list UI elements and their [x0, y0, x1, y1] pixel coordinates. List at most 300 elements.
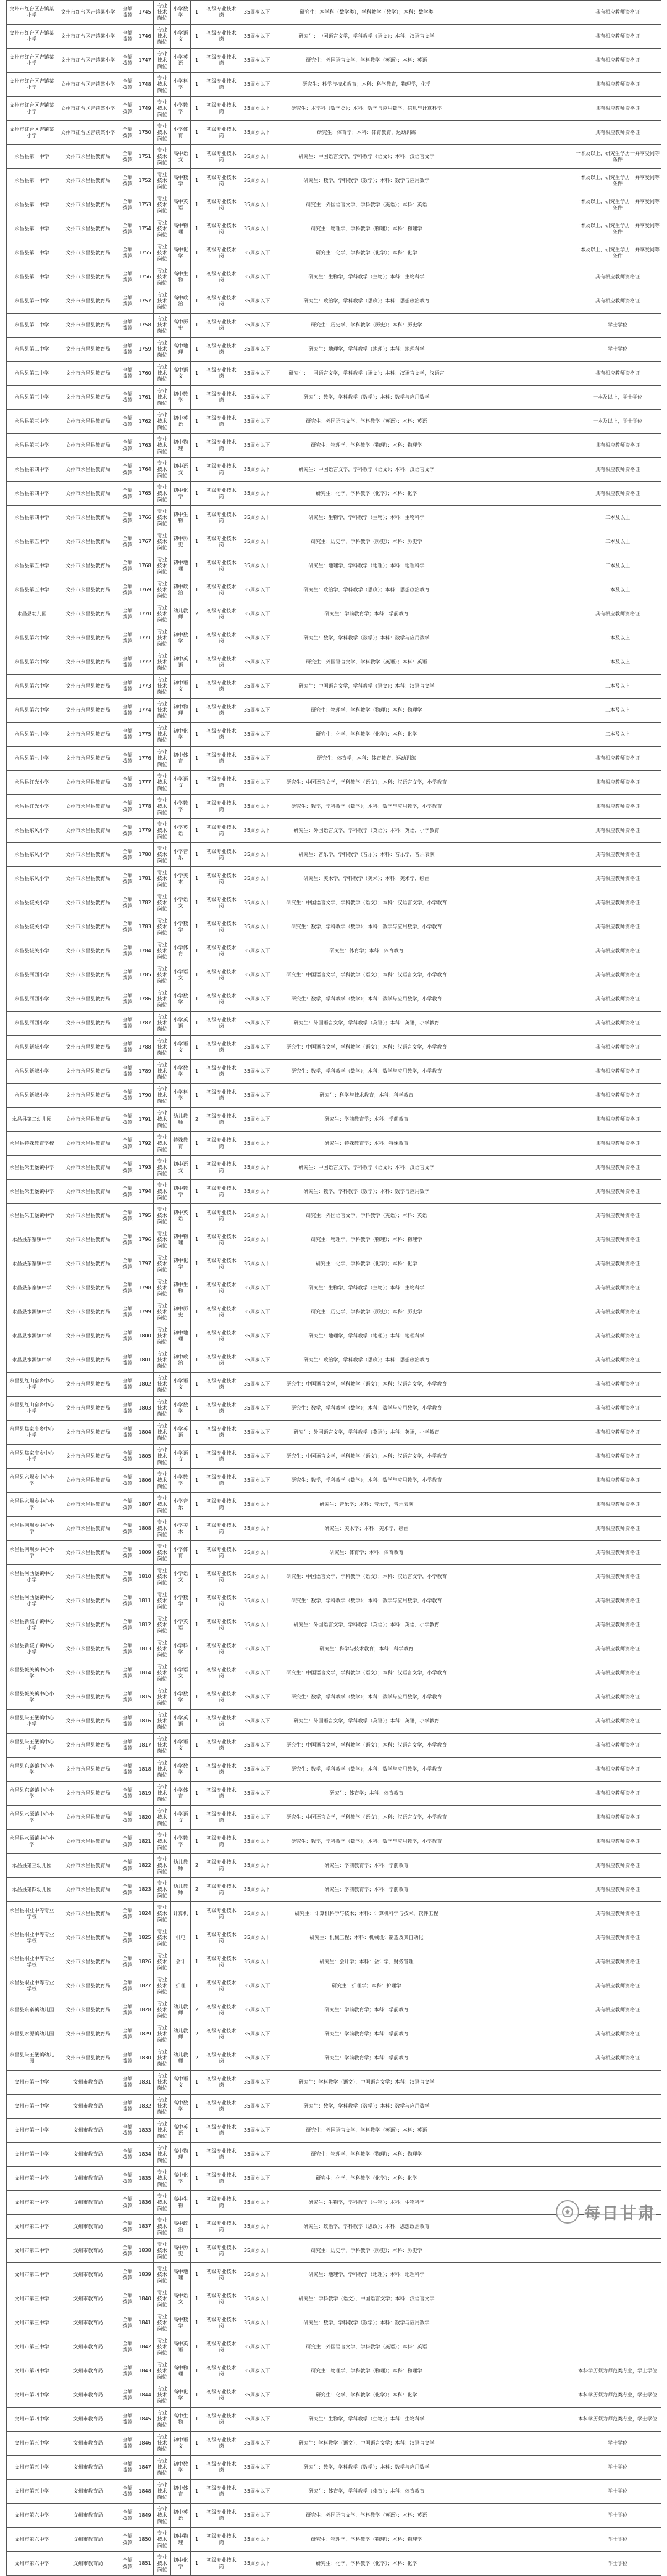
cell-unit-name: 永昌县东寨镇中学	[7, 1228, 57, 1252]
cell-position-code: 1803	[136, 1397, 154, 1421]
cell-other-requirement	[459, 1902, 574, 1926]
cell-funding-type: 全额拨款	[119, 1541, 136, 1565]
cell-other-requirement	[459, 314, 574, 338]
cell-headcount: 1	[191, 241, 203, 265]
cell-funding-type: 全额拨款	[119, 289, 136, 314]
cell-unit-name: 永昌县第一中学	[7, 265, 57, 289]
cell-unit-name: 永昌县东寨镇幼儿园	[7, 1998, 57, 2022]
cell-remark: 具有相应教师资格证	[574, 1758, 661, 1782]
cell-education-major: 研究生：政治学，学科教学（思政）；本科：思想政治教育	[274, 289, 459, 314]
cell-funding-type: 全额拨款	[119, 1397, 136, 1421]
cell-funding-type: 全额拨款	[119, 1373, 136, 1397]
cell-age-requirement: 35周岁以下	[240, 723, 274, 747]
cell-funding-type: 全额拨款	[119, 1974, 136, 1998]
cell-position-code: 1835	[136, 2167, 154, 2191]
cell-authority: 文州市永昌县教育局	[57, 482, 119, 506]
cell-remark: 具有相应教师资格证	[574, 843, 661, 867]
cell-age-requirement: 35周岁以下	[240, 289, 274, 314]
cell-funding-type: 全额拨款	[119, 867, 136, 891]
cell-position-name: 计算机	[171, 1902, 191, 1926]
cell-position-category: 专业技术岗位	[154, 1060, 171, 1084]
cell-headcount: 1	[191, 2528, 203, 2552]
cell-position-name: 初中数学	[171, 386, 191, 410]
cell-headcount: 1	[191, 1228, 203, 1252]
cell-unit-name: 永昌县新城子镇中心小学	[7, 1637, 57, 1661]
cell-position-level: 初级专业技术岗	[203, 1902, 240, 1926]
cell-position-level: 初级专业技术岗	[203, 1974, 240, 1998]
cell-unit-name: 文州市第一中学	[7, 2119, 57, 2143]
cell-other-requirement	[459, 265, 574, 289]
cell-authority: 文州市永昌县教育局	[57, 169, 119, 193]
cell-remark: 具有相应教师资格证	[574, 1228, 661, 1252]
cell-headcount: 1	[191, 2263, 203, 2287]
cell-remark: 具有相应教师资格证	[574, 1156, 661, 1180]
cell-position-code: 1748	[136, 73, 154, 97]
table-row	[7, 1782, 661, 1806]
table-row	[7, 2046, 661, 2071]
cell-position-name: 高中物理	[171, 217, 191, 241]
cell-education-major: 研究生：中国语言文学，学科教学（语文）；本科：汉语言文学	[274, 25, 459, 49]
cell-remark: 具有相应教师资格证	[574, 795, 661, 819]
cell-funding-type: 全额拨款	[119, 2215, 136, 2239]
cell-authority: 文州市永昌县教育局	[57, 2022, 119, 2046]
cell-position-category: 专业技术岗位	[154, 1180, 171, 1204]
cell-unit-name: 永昌县朱王堡镇中心小学	[7, 1710, 57, 1734]
cell-funding-type: 全额拨款	[119, 2456, 136, 2480]
cell-education-major: 研究生：化学，学科教学（化学）；本科：化学	[274, 723, 459, 747]
table-row	[7, 1252, 661, 1276]
cell-funding-type: 全额拨款	[119, 2335, 136, 2359]
cell-other-requirement	[459, 2311, 574, 2335]
cell-authority: 文州市永昌县教育局	[57, 915, 119, 939]
table-row	[7, 2480, 661, 2504]
cell-position-level: 初级专业技术岗	[203, 314, 240, 338]
cell-position-category: 专业技术岗位	[154, 1300, 171, 1324]
cell-position-name: 会计	[171, 1950, 191, 1974]
cell-authority: 文州市永昌县教育局	[57, 602, 119, 626]
cell-position-category: 专业技术岗位	[154, 2335, 171, 2359]
cell-position-level: 初级专业技术岗	[203, 410, 240, 434]
cell-position-code: 1771	[136, 626, 154, 650]
cell-position-name: 小学科学	[171, 1084, 191, 1108]
cell-authority: 文州市永昌县教育局	[57, 530, 119, 554]
cell-headcount: 1	[191, 1373, 203, 1397]
cell-authority: 文州市永昌县教育局	[57, 1469, 119, 1493]
cell-remark: 一本及以上，学士学位	[574, 386, 661, 410]
cell-position-name: 高中历史	[171, 2239, 191, 2263]
cell-remark: 具有相应教师资格证	[574, 49, 661, 73]
cell-other-requirement	[459, 1252, 574, 1276]
cell-age-requirement: 35周岁以下	[240, 2335, 274, 2359]
cell-position-code: 1834	[136, 2143, 154, 2167]
cell-other-requirement	[459, 1228, 574, 1252]
cell-education-major: 研究生：历史学，学科教学（历史）；本科：历史学	[274, 314, 459, 338]
cell-age-requirement: 35周岁以下	[240, 25, 274, 49]
cell-position-name: 初中生物	[171, 506, 191, 530]
cell-position-name: 小学音乐	[171, 843, 191, 867]
cell-unit-name: 文州市第三中学	[7, 2311, 57, 2335]
cell-funding-type: 全额拨款	[119, 1854, 136, 1878]
cell-headcount: 1	[191, 1830, 203, 1854]
cell-other-requirement	[459, 867, 574, 891]
cell-education-major: 研究生：化学，学科教学（化学）；本科：化学	[274, 241, 459, 265]
cell-position-category: 专业技术岗位	[154, 578, 171, 602]
cell-position-code: 1769	[136, 578, 154, 602]
cell-funding-type: 全额拨款	[119, 2191, 136, 2215]
cell-headcount: 2	[191, 1108, 203, 1132]
cell-position-category: 专业技术岗位	[154, 25, 171, 49]
cell-position-name: 初中数学	[171, 1180, 191, 1204]
cell-unit-name: 永昌县第二中学	[7, 362, 57, 386]
cell-position-name: 小学数学	[171, 1685, 191, 1710]
cell-age-requirement: 35周岁以下	[240, 434, 274, 458]
cell-age-requirement: 35周岁以下	[240, 2311, 274, 2335]
cell-position-category: 专业技术岗位	[154, 602, 171, 626]
cell-funding-type: 全额拨款	[119, 1108, 136, 1132]
cell-position-code: 1825	[136, 1926, 154, 1950]
cell-position-level: 初级专业技术岗	[203, 1373, 240, 1397]
cell-position-category: 专业技术岗位	[154, 2022, 171, 2046]
cell-position-level: 初级专业技术岗	[203, 1661, 240, 1685]
cell-position-category: 专业技术岗位	[154, 530, 171, 554]
cell-position-code: 1749	[136, 97, 154, 121]
cell-unit-name: 文州市第五中学	[7, 2456, 57, 2480]
cell-position-code: 1812	[136, 1613, 154, 1637]
cell-remark: 具有相应教师资格证	[574, 1830, 661, 1854]
cell-position-category: 专业技术岗位	[154, 1348, 171, 1373]
cell-age-requirement: 35周岁以下	[240, 49, 274, 73]
cell-headcount: 1	[191, 1180, 203, 1204]
cell-funding-type: 全额拨款	[119, 1782, 136, 1806]
cell-headcount: 2	[191, 602, 203, 626]
cell-remark: 具有相应教师资格证	[574, 1060, 661, 1084]
cell-position-code: 1810	[136, 1565, 154, 1589]
cell-position-category: 专业技术岗位	[154, 1565, 171, 1589]
cell-education-major: 研究生：物理学，学科教学（物理）；本科：物理学	[274, 2528, 459, 2552]
cell-other-requirement	[459, 891, 574, 915]
cell-position-code: 1807	[136, 1493, 154, 1517]
cell-education-major: 研究生：化学，学科教学（化学）；本科：化学	[274, 2167, 459, 2191]
cell-headcount: 1	[191, 25, 203, 49]
cell-unit-name: 永昌县东风小学	[7, 867, 57, 891]
cell-remark: 具有相应教师资格证	[574, 1132, 661, 1156]
cell-position-name: 小学数学	[171, 1397, 191, 1421]
cell-remark: 具有相应教师资格证	[574, 1108, 661, 1132]
cell-position-name: 高中化学	[171, 2167, 191, 2191]
cell-education-major: 研究生：生物学，学科教学（生物）；本科：生物科学	[274, 2408, 459, 2432]
cell-age-requirement: 35周岁以下	[240, 1950, 274, 1974]
cell-position-category: 专业技术岗位	[154, 1950, 171, 1974]
cell-age-requirement: 35周岁以下	[240, 2239, 274, 2263]
cell-position-level: 初级专业技术岗	[203, 1445, 240, 1469]
cell-position-category: 专业技术岗位	[154, 2191, 171, 2215]
cell-funding-type: 全额拨款	[119, 1926, 136, 1950]
cell-funding-type: 全额拨款	[119, 482, 136, 506]
cell-position-level: 初级专业技术岗	[203, 1926, 240, 1950]
cell-position-level: 初级专业技术岗	[203, 25, 240, 49]
cell-authority: 文州市永昌县教育局	[57, 241, 119, 265]
cell-position-level: 初级专业技术岗	[203, 2383, 240, 2408]
cell-age-requirement: 35周岁以下	[240, 1132, 274, 1156]
cell-headcount: 1	[191, 963, 203, 987]
cell-remark: 具有相应教师资格证	[574, 819, 661, 843]
table-row	[7, 1373, 661, 1397]
cell-remark: 具有相应教师资格证	[574, 867, 661, 891]
cell-position-level: 初级专业技术岗	[203, 169, 240, 193]
table-row	[7, 867, 661, 891]
cell-position-level: 初级专业技术岗	[203, 1252, 240, 1276]
cell-funding-type: 全额拨款	[119, 97, 136, 121]
cell-funding-type: 全额拨款	[119, 1060, 136, 1084]
cell-remark: 本科学历须为师范类专业，学士学位	[574, 2359, 661, 2383]
cell-education-major: 研究生：数学，学科教学（数学）；本科：数学与应用数学，小学教育	[274, 987, 459, 1012]
cell-other-requirement	[459, 1998, 574, 2022]
cell-funding-type: 全额拨款	[119, 1276, 136, 1300]
table-row	[7, 1661, 661, 1685]
cell-headcount: 1	[191, 1036, 203, 1060]
cell-position-code: 1772	[136, 650, 154, 675]
cell-position-name: 高中化学	[171, 2383, 191, 2408]
cell-position-category: 专业技术岗位	[154, 338, 171, 362]
cell-position-code: 1787	[136, 1012, 154, 1036]
cell-authority: 文州市永昌县教育局	[57, 1974, 119, 1998]
cell-authority: 文州市永昌县教育局	[57, 795, 119, 819]
cell-unit-name: 永昌县城关小学	[7, 891, 57, 915]
cell-other-requirement	[459, 410, 574, 434]
cell-funding-type: 全额拨款	[119, 1685, 136, 1710]
cell-authority: 文州市永昌县教育局	[57, 1685, 119, 1710]
cell-headcount: 1	[191, 843, 203, 867]
cell-position-code: 1833	[136, 2119, 154, 2143]
cell-other-requirement	[459, 2239, 574, 2263]
cell-position-category: 专业技术岗位	[154, 963, 171, 987]
cell-headcount: 1	[191, 939, 203, 963]
cell-other-requirement	[459, 482, 574, 506]
cell-headcount: 1	[191, 169, 203, 193]
table-row	[7, 1204, 661, 1228]
cell-funding-type: 全额拨款	[119, 1421, 136, 1445]
table-row	[7, 2095, 661, 2119]
cell-funding-type: 全额拨款	[119, 458, 136, 482]
cell-unit-name: 文州市第六中学	[7, 2552, 57, 2576]
cell-age-requirement: 35周岁以下	[240, 1878, 274, 1902]
cell-funding-type: 全额拨款	[119, 1324, 136, 1348]
cell-position-code: 1801	[136, 1348, 154, 1373]
cell-position-level: 初级专业技术岗	[203, 2504, 240, 2528]
cell-position-level: 初级专业技术岗	[203, 1493, 240, 1517]
cell-other-requirement	[459, 1493, 574, 1517]
cell-position-level: 初级专业技术岗	[203, 1108, 240, 1132]
cell-education-major: 研究生：数学，学科教学（数学）；本科：数学与应用数学	[274, 1180, 459, 1204]
cell-other-requirement	[459, 362, 574, 386]
cell-other-requirement	[459, 241, 574, 265]
cell-position-category: 专业技术岗位	[154, 1854, 171, 1878]
cell-position-level: 初级专业技术岗	[203, 650, 240, 675]
cell-remark: 具有相应教师资格证	[574, 915, 661, 939]
cell-position-level: 初级专业技术岗	[203, 458, 240, 482]
cell-remark: 具有相应教师资格证	[574, 434, 661, 458]
cell-unit-name: 文州市第五中学	[7, 2432, 57, 2456]
cell-position-category: 专业技术岗位	[154, 675, 171, 699]
cell-unit-name: 永昌县第一中学	[7, 241, 57, 265]
cell-position-level: 初级专业技术岗	[203, 1276, 240, 1300]
cell-position-category: 专业技术岗位	[154, 1637, 171, 1661]
cell-education-major: 研究生：学前教育学；本科：学前教育	[274, 2022, 459, 2046]
cell-authority: 文州市教育局	[57, 2287, 119, 2311]
cell-other-requirement	[459, 1685, 574, 1710]
cell-other-requirement	[459, 2263, 574, 2287]
cell-position-level: 初级专业技术岗	[203, 1830, 240, 1854]
cell-position-category: 专业技术岗位	[154, 650, 171, 675]
cell-authority: 文州市永昌县教育局	[57, 1782, 119, 1806]
cell-education-major: 研究生：美术学，学科教学（美术）；本科：美术学，绘画	[274, 867, 459, 891]
cell-position-category: 专业技术岗位	[154, 241, 171, 265]
table-row	[7, 1084, 661, 1108]
cell-position-level: 初级专业技术岗	[203, 2191, 240, 2215]
cell-authority: 文州市永昌县教育局	[57, 675, 119, 699]
cell-position-category: 专业技术岗位	[154, 1661, 171, 1685]
cell-position-code: 1798	[136, 1276, 154, 1300]
cell-headcount: 1	[191, 1060, 203, 1084]
cell-age-requirement: 35周岁以下	[240, 2191, 274, 2215]
cell-position-category: 专业技术岗位	[154, 1685, 171, 1710]
cell-headcount: 1	[191, 1926, 203, 1950]
cell-position-name: 护理	[171, 1974, 191, 1998]
cell-position-code: 1839	[136, 2263, 154, 2287]
cell-authority: 文州市永昌县教育局	[57, 747, 119, 771]
cell-unit-name: 永昌县东风小学	[7, 843, 57, 867]
cell-position-category: 专业技术岗位	[154, 1421, 171, 1445]
cell-headcount: 1	[191, 699, 203, 723]
cell-unit-name: 永昌县第六中学	[7, 626, 57, 650]
cell-authority: 文州市红台区吉镇某小学	[57, 121, 119, 145]
cell-education-major: 研究生：数学，学科教学（数学）；本科：数学与应用数学	[274, 2456, 459, 2480]
cell-other-requirement	[459, 1060, 574, 1084]
cell-education-major: 研究生：历史学，学科教学（历史）；本科：历史学	[274, 530, 459, 554]
cell-unit-name: 永昌县第一中学	[7, 145, 57, 169]
cell-education-major: 研究生：物理学，学科教学（物理）；本科：物理学	[274, 2359, 459, 2383]
cell-remark: 具有相应教师资格证	[574, 1806, 661, 1830]
cell-position-code: 1780	[136, 843, 154, 867]
cell-authority: 文州市永昌县教育局	[57, 1758, 119, 1782]
cell-position-code: 1813	[136, 1637, 154, 1661]
cell-age-requirement: 35周岁以下	[240, 506, 274, 530]
cell-education-major: 研究生：数学，学科教学（数学）；本科：数学与应用数学，小学教育	[274, 1830, 459, 1854]
cell-headcount: 1	[191, 554, 203, 578]
cell-remark: 具有相应教师资格证	[574, 987, 661, 1012]
table-row	[7, 1926, 661, 1950]
cell-position-name: 高中化学	[171, 241, 191, 265]
cell-headcount: 2	[191, 2022, 203, 2046]
cell-position-name: 小学语文	[171, 891, 191, 915]
watermark-logo-icon	[556, 2200, 579, 2224]
cell-position-level: 初级专业技术岗	[203, 987, 240, 1012]
cell-education-major: 研究生：外国语言文学，学科教学（英语）；本科：英语，小学教育	[274, 1613, 459, 1637]
cell-headcount: 1	[191, 1348, 203, 1373]
cell-education-major: 研究生：生物学，学科教学（生物）；本科：生物科学	[274, 265, 459, 289]
cell-position-code: 1791	[136, 1108, 154, 1132]
cell-position-level: 初级专业技术岗	[203, 1950, 240, 1974]
cell-remark: 一本及以上，研究生学历一并享受同等条件	[574, 145, 661, 169]
table-row	[7, 891, 661, 915]
cell-unit-name: 永昌县第五中学	[7, 578, 57, 602]
cell-position-name: 初中英语	[171, 410, 191, 434]
cell-headcount: 1	[191, 1710, 203, 1734]
cell-age-requirement: 35周岁以下	[240, 650, 274, 675]
cell-age-requirement: 35周岁以下	[240, 217, 274, 241]
cell-authority: 文州市教育局	[57, 2191, 119, 2215]
cell-age-requirement: 35周岁以下	[240, 410, 274, 434]
cell-position-code: 1845	[136, 2408, 154, 2432]
cell-funding-type: 全额拨款	[119, 1445, 136, 1469]
table-row	[7, 1060, 661, 1084]
table-row	[7, 2119, 661, 2143]
table-row	[7, 1156, 661, 1180]
cell-position-code: 1768	[136, 554, 154, 578]
cell-other-requirement	[459, 1324, 574, 1348]
cell-authority: 文州市教育局	[57, 2071, 119, 2095]
table-row	[7, 602, 661, 626]
cell-position-code: 1842	[136, 2335, 154, 2359]
table-row	[7, 410, 661, 434]
cell-education-major: 研究生：地理学，学科教学（地理）；本科：地理科学	[274, 338, 459, 362]
cell-other-requirement	[459, 1084, 574, 1108]
cell-unit-name: 永昌县红山窑乡中心小学	[7, 1397, 57, 1421]
cell-age-requirement: 35周岁以下	[240, 265, 274, 289]
cell-unit-name: 文州市第一中学	[7, 2143, 57, 2167]
cell-position-level: 初级专业技术岗	[203, 723, 240, 747]
cell-other-requirement	[459, 2287, 574, 2311]
cell-authority: 文州市教育局	[57, 2335, 119, 2359]
cell-position-level: 初级专业技术岗	[203, 193, 240, 217]
cell-position-category: 专业技术岗位	[154, 891, 171, 915]
cell-authority: 文州市永昌县教育局	[57, 699, 119, 723]
cell-education-major: 研究生：中国语言文学，学科教学（语文）；本科：汉语言文学	[274, 458, 459, 482]
cell-age-requirement: 35周岁以下	[240, 1469, 274, 1493]
cell-other-requirement	[459, 650, 574, 675]
cell-headcount: 1	[191, 362, 203, 386]
cell-remark: 具有相应教师资格证	[574, 1252, 661, 1276]
cell-position-name: 小学数学	[171, 1, 191, 25]
table-row	[7, 2504, 661, 2528]
cell-other-requirement	[459, 1373, 574, 1397]
cell-position-level: 初级专业技术岗	[203, 338, 240, 362]
cell-position-category: 专业技术岗位	[154, 458, 171, 482]
cell-headcount: 1	[191, 2287, 203, 2311]
cell-authority: 文州市永昌县教育局	[57, 1132, 119, 1156]
cell-age-requirement: 35周岁以下	[240, 1998, 274, 2022]
cell-position-category: 专业技术岗位	[154, 1324, 171, 1348]
cell-position-name: 初中语文	[171, 1156, 191, 1180]
cell-funding-type: 全额拨款	[119, 1589, 136, 1613]
cell-position-name: 初中生物	[171, 1276, 191, 1300]
cell-position-code: 1781	[136, 867, 154, 891]
cell-position-level: 初级专业技术岗	[203, 963, 240, 987]
cell-education-major: 研究生：生物学，学科教学（生物）；本科：生物科学	[274, 2191, 459, 2215]
table-row	[7, 265, 661, 289]
cell-age-requirement: 35周岁以下	[240, 193, 274, 217]
cell-unit-name: 永昌县第二中学	[7, 314, 57, 338]
cell-remark: 一本及以上，研究生学历一并享受同等条件	[574, 193, 661, 217]
cell-age-requirement: 35周岁以下	[240, 73, 274, 97]
cell-funding-type: 全额拨款	[119, 843, 136, 867]
cell-education-major: 研究生：外国语言文学，学科教学（英语）；本科：英语，小学教育	[274, 819, 459, 843]
cell-remark: 具有相应教师资格证	[574, 1276, 661, 1300]
cell-education-major: 研究生：美术学；本科：美术学，绘画	[274, 1517, 459, 1541]
cell-position-category: 专业技术岗位	[154, 1613, 171, 1637]
table-row	[7, 1421, 661, 1445]
table-row	[7, 1493, 661, 1517]
